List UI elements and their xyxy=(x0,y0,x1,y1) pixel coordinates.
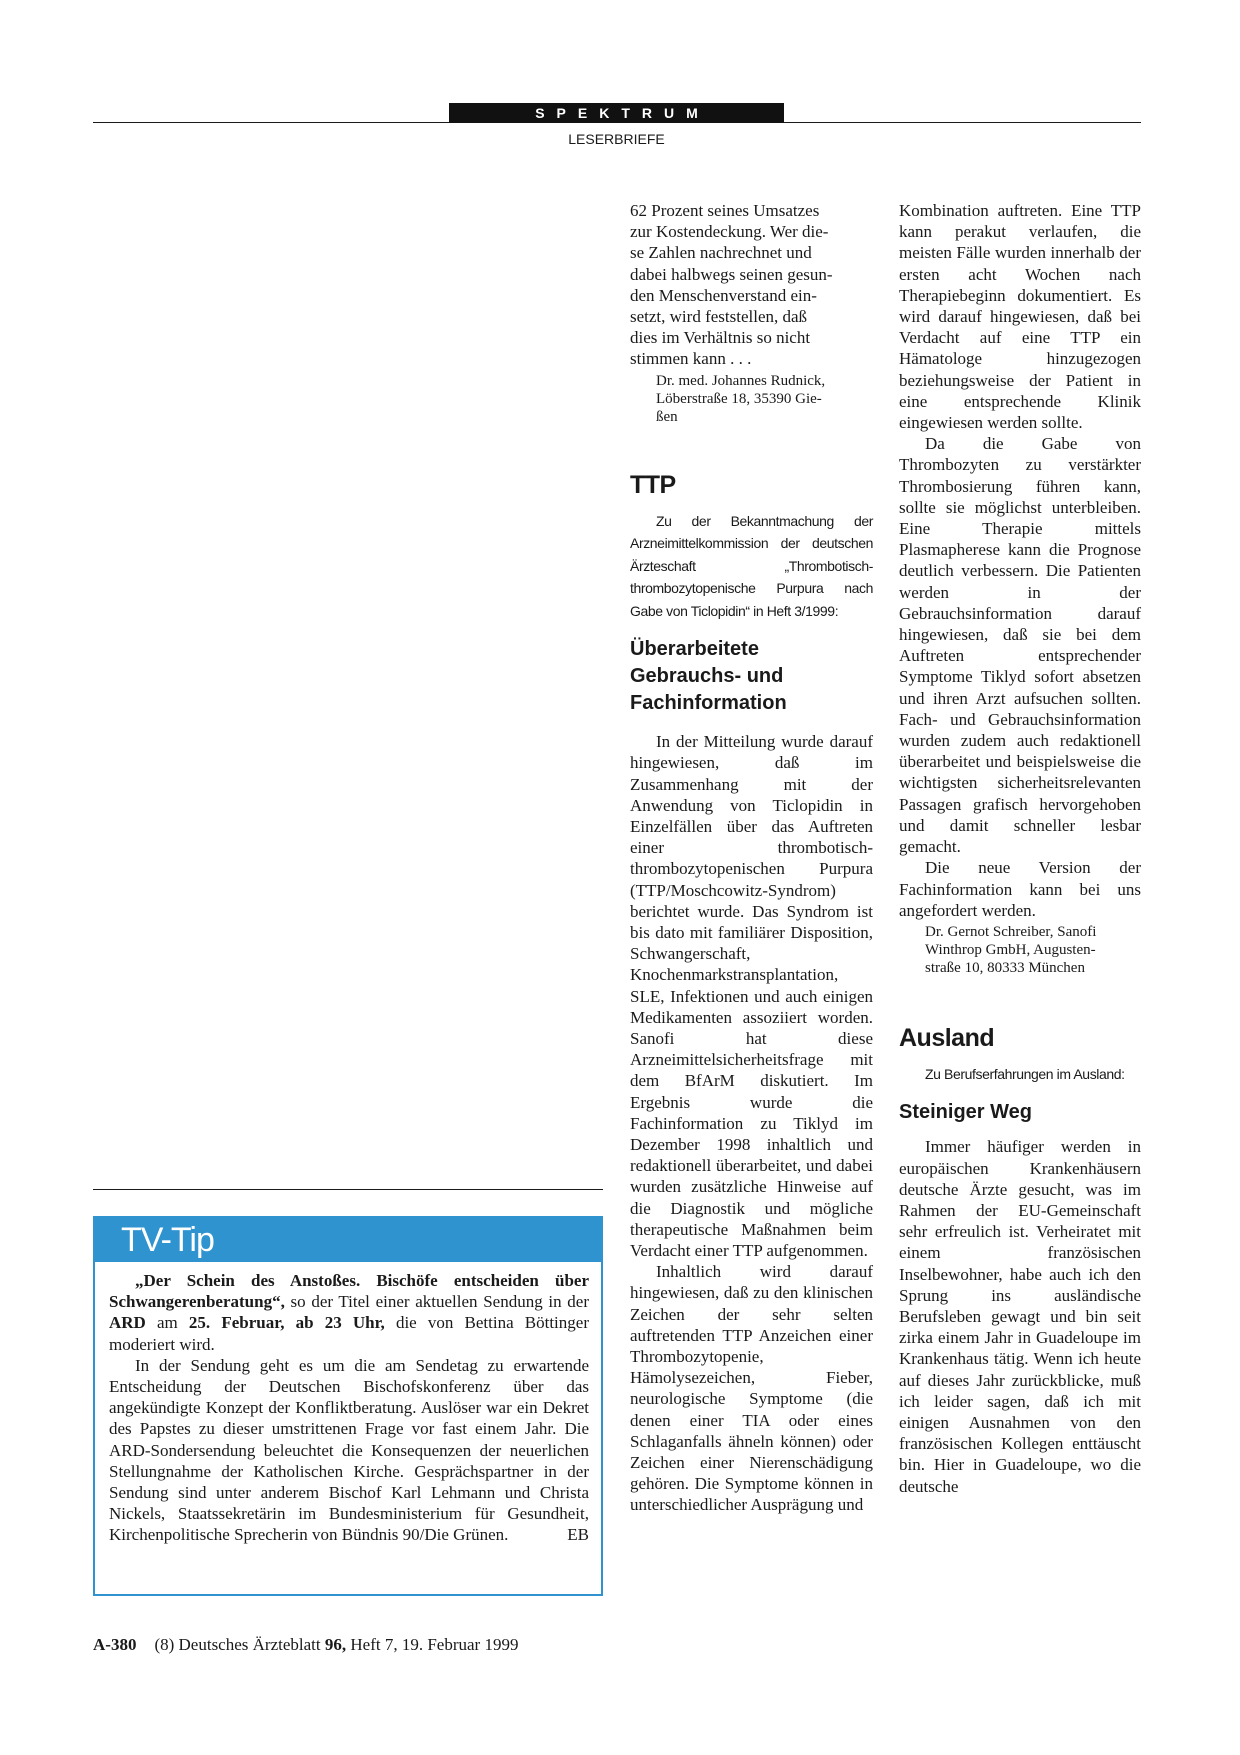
tv-tip-body xyxy=(109,1270,589,1546)
signature-line: Dr. med. Johannes Rudnick, xyxy=(656,372,826,389)
ttp-paragraph-2: Inhaltlich wird darauf hingewiesen, daß zu den klinischen Zeichen der sehr selten auftretenden TTP Anzeichen einer Thrombozytopenie, Hämolysezeichen, Fieber, neurologische Symptome (die denen einer TIA oder eines Schlaganfalls ähneln können) oder Zeichen einer Nierenschädigung gehören. Die Symptome können in unterschiedlicher Ausprägung und xyxy=(630,1262,873,1515)
signature-line: straße 10, 80333 München xyxy=(925,959,1085,976)
tv-tip-title: TV-Tip xyxy=(121,1221,214,1259)
tv-tip-lead xyxy=(109,1270,589,1355)
letter-rudnick-end xyxy=(630,200,873,370)
tv-tip-channel: ARD xyxy=(109,1313,146,1333)
text-span: In der Sendung geht es um die am Sendetag zu erwartende Entscheidung der Deutschen Bischofskonferenz über das angekündigte Konzept der Konfliktberatung. Auslöser war ein Dekret des Papstes zu dieser umstrittenen Frage vor fast einem Jahr. Die ARD-Sondersendung beleuchtet die Konsequenzen der neuerlichen Stellungnahme der Katholischen Kirche. Gesprächspartner in der Sendung sind unter anderem Bischof Karl Lehmann und Christa Nickels, Staatssekretärin im Bundesministerium für Gesundheit, Kirchenpolitische Sprecherin von Bündnis 90/Die Grünen. xyxy=(109,1355,589,1545)
text-line: dies im Verhältnis so nicht xyxy=(630,328,811,348)
page-footer xyxy=(93,1635,518,1655)
ttp-paragraph-3: Da die Gabe von Thrombozyten zu verstärkter Thrombosierung führen kann, sollte sie möglichst unterbleiben. Eine Therapie mittels Plasmapherese kann die Prognose deutlich verbessern. Die Patienten werden in der Gebrauchsinformation darauf hingewiesen, daß sie bei dem Auftreten entsprechender Symptome Tiklyd sofort absetzen und ihren Arzt aufsuchen sollten. Fach- und Gebrauchsinformation wurden zudem auch redaktionell überarbeitet und beispielsweise die wichtigsten sicherheitsrelevanten Passagen grafisch hervorgehoben und damit schneller lesbar gemacht. xyxy=(899,434,1141,857)
text-line: setzt, wird feststellen, daß xyxy=(630,307,808,327)
signature-schreiber xyxy=(899,923,1141,977)
text-line: stimmen kann . . . xyxy=(630,349,752,369)
citation-volume: 96, xyxy=(324,1635,347,1654)
section-title-ausland: Ausland xyxy=(899,1023,995,1052)
headline-line: Fachinformation xyxy=(630,692,787,715)
text-line: dabei halbwegs seinen gesun- xyxy=(630,264,833,284)
text-span: am xyxy=(145,1313,189,1333)
signature-line: ßen xyxy=(656,408,678,425)
subsection-label: LESERBRIEFE xyxy=(568,131,665,147)
headline-line: Gebrauchs- und xyxy=(630,665,784,688)
headline-ausland: Steiniger Weg xyxy=(899,1101,1032,1124)
ttp-paragraph-4: Die neue Version der Fachinformation kann bei uns angefordert werden. xyxy=(899,858,1141,920)
tv-tip-show-title: „Der Schein des Anstoßes. Bischöfe entscheiden über Schwangerenberatung“, xyxy=(109,1271,589,1312)
tv-tip-box xyxy=(93,1216,603,1596)
tv-tip-date: 25. Februar, ab 23 Uhr, xyxy=(188,1313,385,1333)
page-number: A-380 xyxy=(93,1635,137,1654)
section-intro-ausland: Zu Berufserfahrungen im Ausland: xyxy=(925,1065,1125,1082)
text-span: so der Titel einer aktuellen Sendung in der xyxy=(284,1292,589,1312)
text-line: den Menschenverstand ein- xyxy=(630,285,817,305)
text-span: die von Bettina Böttinger moderiert wird. xyxy=(109,1313,589,1354)
ausland-paragraph-1: Immer häufiger werden in europäischen Krankenhäusern deutsche Ärzte gesucht, was im Rahmen der EU-Gemeinschaft sehr erfreulich ist. Verheiratet mit einem französischen Inselbewohner, habe auch ich den Sprung ins ausländische Berufsleben gewagt und bin seit zirka einem Jahr in Guadeloupe im Krankenhaus tätig. Wenn ich heute auf dieses Jahr zurückblicke, muß ich leider sagen, daß ich mit einigen Ausnahmen von den französischen Kollegen enttäuscht bin. Hier in Guadeloupe, wo die deutsche xyxy=(899,1137,1141,1496)
citation-text: (8) Deutsches Ärzteblatt xyxy=(154,1635,325,1654)
tv-tip-author: EB xyxy=(567,1525,589,1545)
section-label: SPEKTRUM xyxy=(449,103,784,123)
signature-line: Dr. Gernot Schreiber, Sanofi xyxy=(925,923,1097,940)
text-line: zur Kostendeckung. Wer die- xyxy=(630,222,829,242)
ttp-paragraph-2-continued: Kombination auftreten. Eine TTP kann perakut verlaufen, die meisten Fälle wurden innerhalb der ersten acht Wochen nach Therapiebeginn dokumentiert. Es wird darauf hingewiesen, daß bei Verdacht auf eine TTP ein Hämatologe hinzugezogen beziehungsweise der Patient in eine entsprechende Klinik eingewiesen werden sollte. xyxy=(899,201,1141,433)
citation-text: Heft 7, 19. Februar 1999 xyxy=(346,1635,519,1654)
signature-line: Winthrop GmbH, Augusten- xyxy=(925,941,1096,958)
headline-line: Überarbeitete xyxy=(630,638,759,661)
signature-rudnick xyxy=(630,372,873,426)
column-middle xyxy=(630,200,873,1516)
column-right xyxy=(899,200,1141,1497)
tv-tip-rule xyxy=(93,1189,603,1190)
section-title-ttp: TTP xyxy=(630,470,676,499)
headline-ttp xyxy=(630,636,873,717)
section-intro-ttp: Zu der Bekanntmachung der Arzneimittelkommission der deutschen Ärzteschaft „Thrombotisch-thrombozytopenische Purpura nach Gabe von Ticlopidin“ in Heft 3/1999: xyxy=(630,512,873,619)
tv-tip-paragraph xyxy=(109,1355,589,1546)
text-line: se Zahlen nachrechnet und xyxy=(630,243,812,263)
signature-line: Löberstraße 18, 35390 Gie- xyxy=(656,390,822,407)
ttp-paragraph-1: In der Mitteilung wurde darauf hingewiesen, daß im Zusammenhang mit der Anwendung von Ticlopidin in Einzelfällen über das Auftreten einer thrombotisch-thrombozytopenischen Purpura (TTP/Moschcowitz-Syndrom) berichtet wurde. Das Syndrom ist bis dato mit familiärer Disposition, Schwangerschaft, Knochenmarkstransplantation, SLE, Infektionen und auch einigen Medikamenten assoziiert worden. Sanofi hat diese Arzneimittelsicherheitsfrage mit dem BfArM diskutiert. Im Ergebnis wurde die Fachinformation zu Tiklyd im Dezember 1998 inhaltlich und redaktionell überarbeitet, und dabei wurden zusätzliche Hinweise auf die Diagnostik und mögliche therapeutische Maßnahmen beim Verdacht einer TTP aufgenommen. xyxy=(630,732,873,1260)
text-line: 62 Prozent seines Umsatzes xyxy=(630,201,820,220)
